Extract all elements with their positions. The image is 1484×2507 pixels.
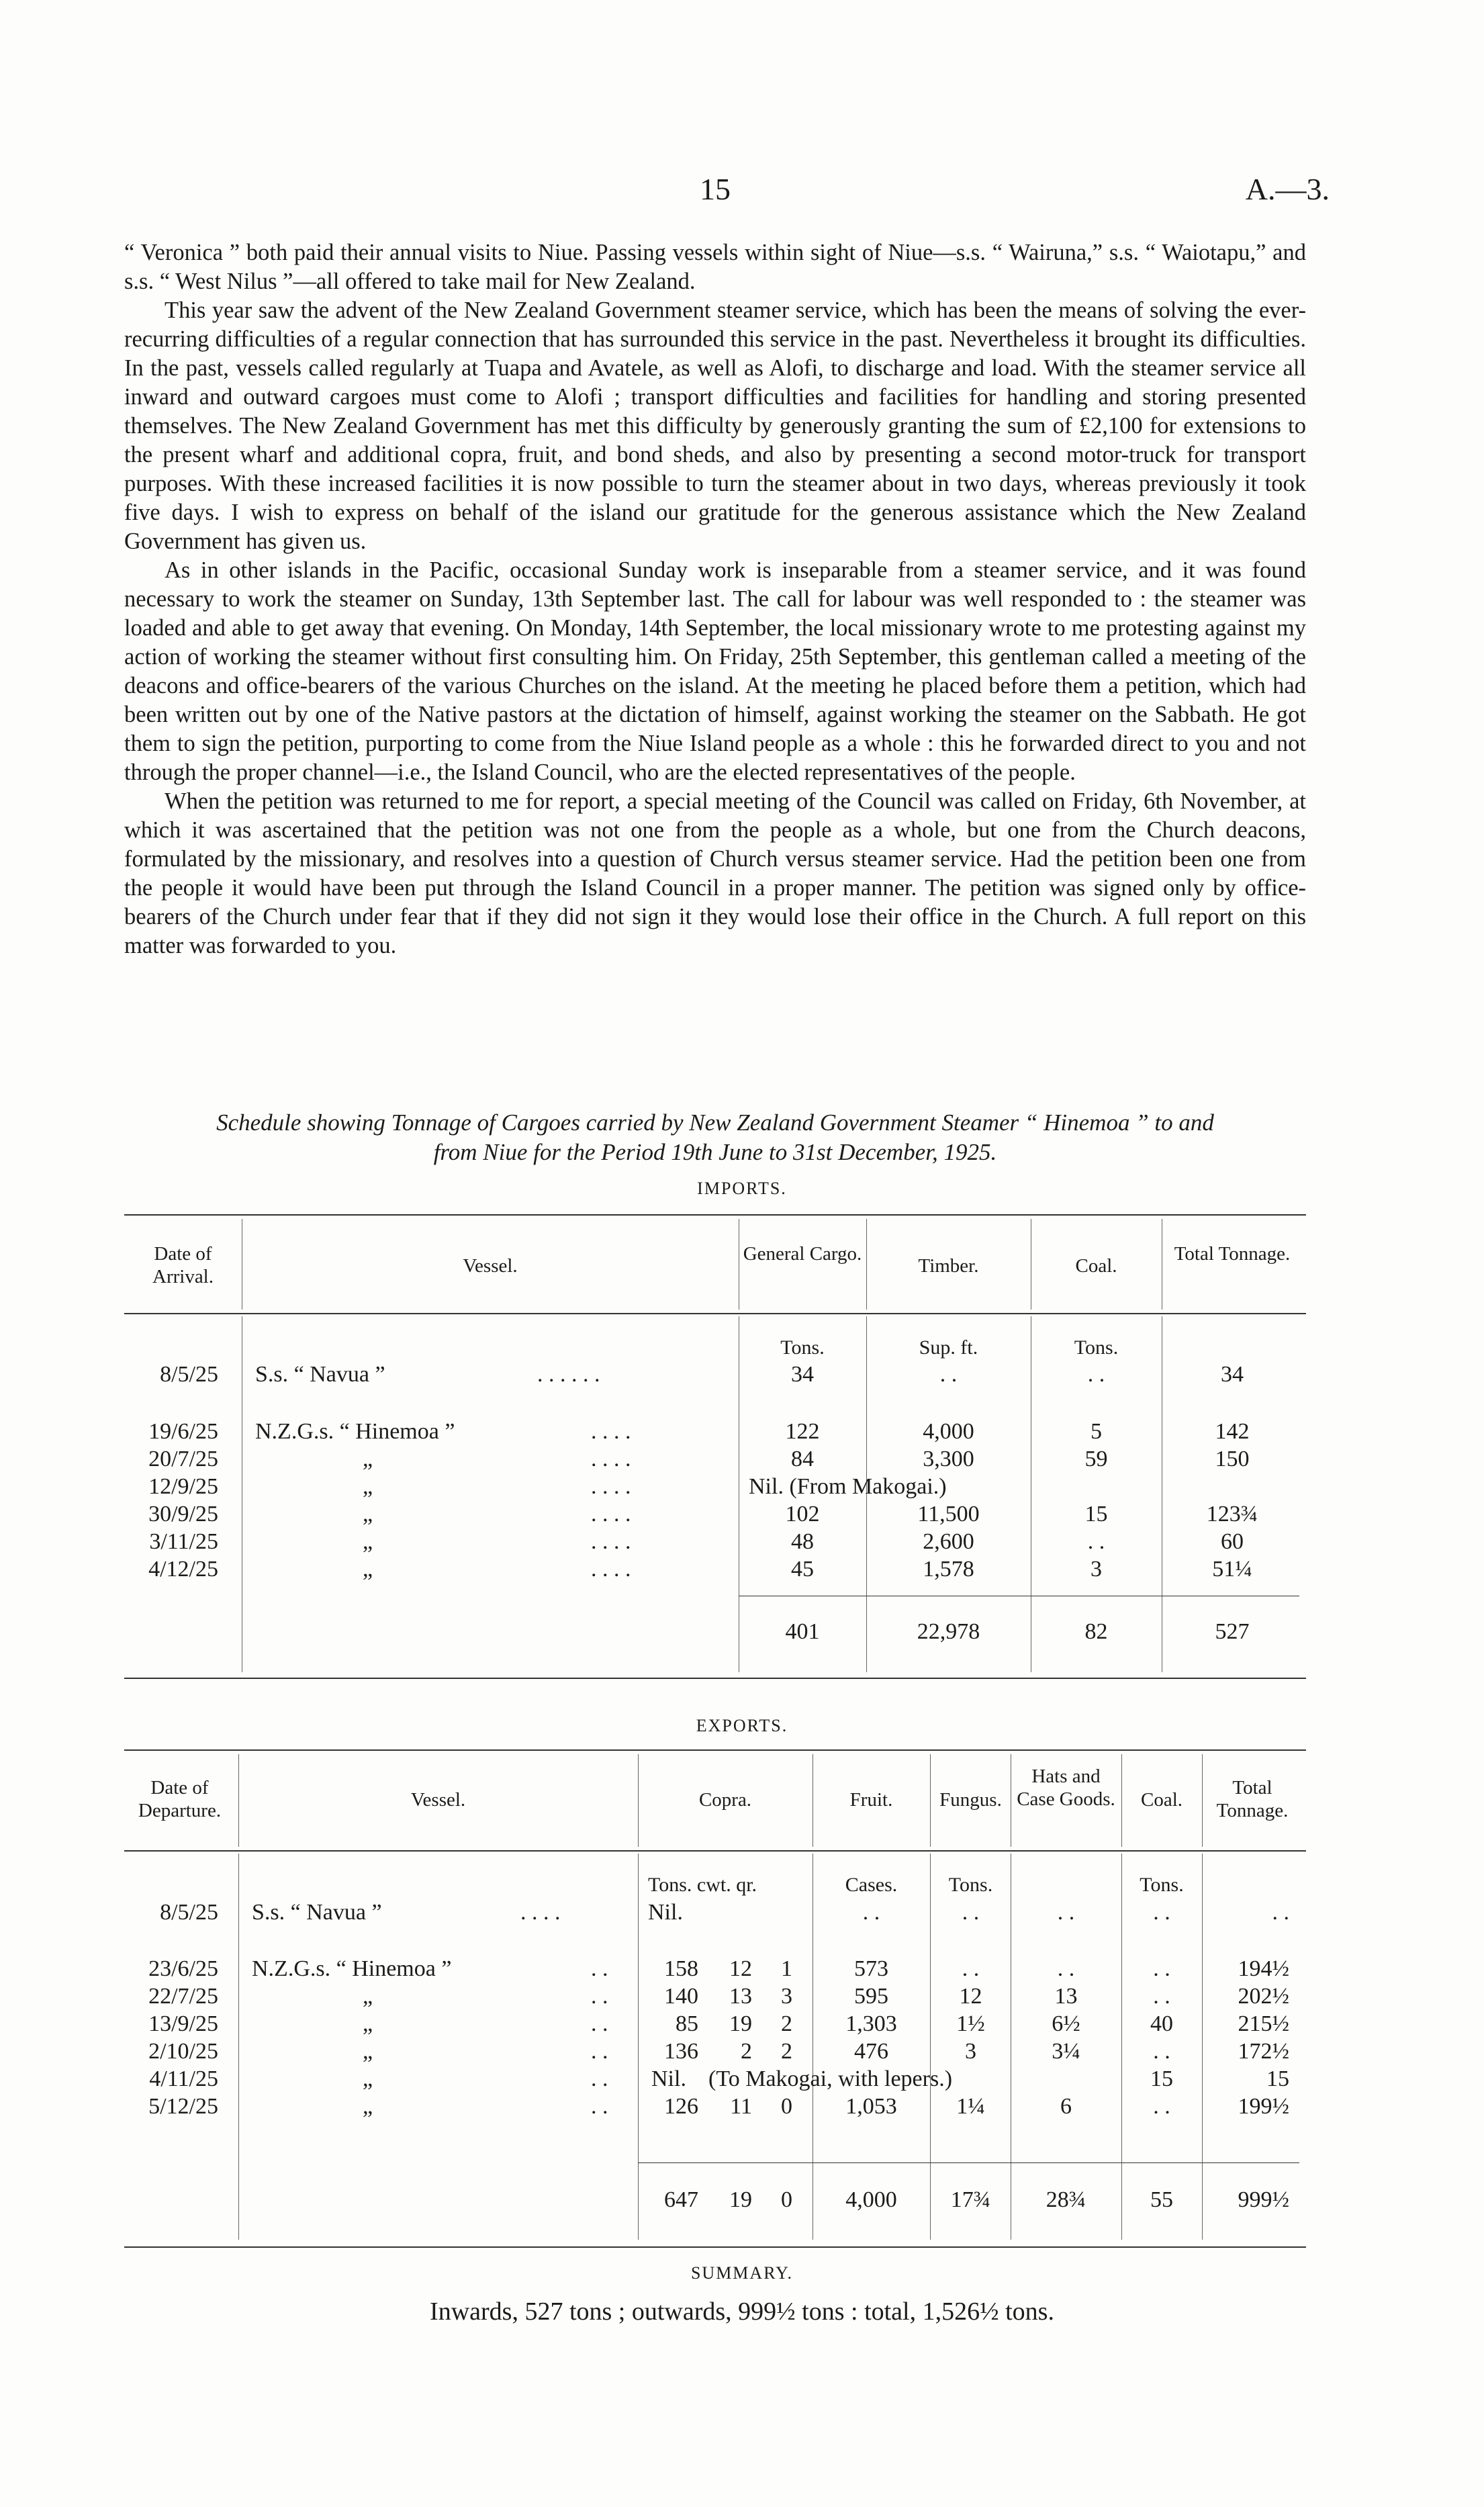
paragraph-1: “ Veronica ” both paid their annual visits to Niue. Passing vessels within sight of Niue—s.s. “ Wairuna,” s.s. “ Waiotapu,” and s.s. “ West Nilus ”—all offered to take mail for New Zealand.: [124, 240, 1306, 294]
schedule-title-line-2: from Niue for the Period 19th June to 31st December, 1925.: [433, 1139, 997, 1165]
document-page: 15 A.—3. “ Veronica ” both paid their annual visits to Niue. Passing vessels within sight of Niue—s.s. “ Wairuna,” s.s. “ Waiotapu,” and s.s. “ West Nilus ”—all offered to take mail for New Zealand. This year saw the advent of the New Zealand Government steamer service, which has been the means of solving the ever-recurring difficulties of a regular connection that has surrounded this service in the past. Nevertheless it brought its difficulties. In the past, vessels called regularly at Tuapa and Avatele, as well as Alofi, to discharge and load. With the steamer service all inward and outward cargoes must come to Alofi ; transport difficulties and facilities for handling and storing presented themselves. The New Zealand Government has met this difficulty by generously granting the sum of £2,100 for extensions to the present wharf and additional copra, fruit, and bond sheds, and also by presenting a second motor-truck for transport purposes. With these increased facilities it is now possible to turn the steamer about in two days, whereas previously it took five days. I wish to express on behalf of the island our gratitude for the generous assistance which the New Zealand Government has given us. As in other islands in the Pacific, occasional Sunday work is inseparable from a steamer service, and it was found necessary to work the steamer on Sunday, 13th September last. The call for labour was well responded to : the steamer was loaded and able to get away that evening. On Monday, 14th September, the local missionary wrote to me protesting against my action of working the steamer without first consulting him. On Friday, 25th September, this gentleman called a meeting of the deacons and office-bearers of the various Churches on the island. At the meeting he placed before them a petition, which had been written out by one of the Native pastors at the dictation of himself, against working the steamer on the Sabbath. He got them to sign the petition, purporting to come from the Niue Island people as a whole : this he forwarded direct to you and not through the proper channel—i.e., the Island Council, who are the elected representatives of the people. When the petition was returned to me for report, a special meeting of the Council was called on Friday, 6th November, at which it was ascertained that the petition was not one from the people as a whole, but one from the Church deacons, formulated by the missionary, and resolves into a question of Church versus steamer service. Had the petition been one from the people it would have been put through the Island Council in a proper manner. The petition was signed only by office-bearers of the Church under fear that if they did not sign it they would lose their office in the Church. A full report on this matter was forwarded to you. Schedule showing Tonnage of Cargoes carried by New Zealand Government Steamer “ Hinemoa ” to and from Niue for the Period 19th June to 31st December, 1925. IMPORTS. Date of Arrival. Vessel. General Cargo. Timber. Coal. Total Tonnage. Tons. Sup. ft. Tons. 8/5/25 S.s. “ Navua ” . . . . . . 34 . . . . 34 19/6/25 N.Z.G.s. “ Hinemoa ” . . . . 122 4,000 5 142 20/7/25 „ . . . . 84 3,300 59 150 12/9/25 „ . . . . Nil. (From Makogai.) 30/9/25 „ . . . . 102 11,500 15 123¾ 3/11/25 „ . . . . 48 2,600 . . 60 4/12/25 „ . . . . 45 1,578 3 51¼ 401 22,978 82 527 EXPORTS. Date of Departure. Vessel. Copra. Fruit. Fungus. Hats and Case Goods. Coal. Total Tonnage. Tons. cwt. qr. Cases. Tons. Tons. 8/5/25 S.s. “ Navua ” . . . . Nil. . . . . . . . . . . 23/6/25 N.Z.G.s. “ Hinemoa ” . . 158 12 1 573 . . . . . . 194½ 22/7/25 „ . . 140 13 3 595 12 13 . . 202½ 13/9/25 „ . . 85 19 2 1,303 1½ 6½ 40 215½ 2/10/25 „ . . 136 2 2 476 3 3¼ . . 172½ 4/11/25 „ . . Nil. (To Makogai, with lepers.) 15 15 5/12/25 „ . . 126 11 0 1,053 1¼ 6 . . 199½ 647 19 0 4,000 17¾ 28¾ 55 999½ SUMMARY. Inwards, 527 tons ; outwards, 999½ tons : total, 1,526½ tons.: [0, 0, 1484, 2507]
document-reference: A.—3.: [1245, 172, 1330, 206]
exports-unit-fruit: Cases.: [845, 1874, 898, 1896]
exports-header-total: Total Tonnage.: [1216, 1777, 1289, 1821]
imports-header-general: General Cargo.: [743, 1243, 862, 1265]
imports-bottom-rule: [124, 1678, 1306, 1679]
exports-unit-copra: Tons. cwt. qr.: [648, 1874, 757, 1896]
imports-header-total: Total Tonnage.: [1174, 1243, 1291, 1265]
summary-text: Inwards, 527 tons ; outwards, 999½ tons : total, 1,526½ tons.: [430, 2297, 1054, 2326]
imports-header-rule: [124, 1313, 1306, 1314]
exports-bottom-rule: [124, 2246, 1306, 2248]
exports-label: EXPORTS.: [696, 1716, 788, 1735]
exports-header-vessel: Vessel.: [410, 1789, 466, 1811]
exports-unit-fungus: Tons.: [948, 1874, 993, 1896]
paragraph-3: As in other islands in the Pacific, occasional Sunday work is inseparable from a steamer service, and it was found necessary to work the steamer on Sunday, 13th September last. The call for labour was well responded to : the steamer was loaded and able to get away that evening. On Monday, 14th September, the local missionary wrote to me protesting against my action of working the steamer without first consulting him. On Friday, 25th September, this gentleman called a meeting of the deacons and office-bearers of the various Churches on the island. At the meeting he placed before them a petition, which had been written out by one of the Native pastors at the dictation of himself, against working the steamer on the Sabbath. He got them to sign the petition, purporting to come from the Niue Island people as a whole : this he forwarded direct to you and not through the proper channel—i.e., the Island Council, who are the elected representatives of the people.: [124, 557, 1306, 785]
exports-unit-coal: Tons.: [1140, 1874, 1184, 1896]
schedule-title-line-1: Schedule showing Tonnage of Cargoes carried by New Zealand Government Steamer “ Hinemoa ” to and: [216, 1109, 1214, 1136]
imports-header-timber: Timber.: [918, 1255, 979, 1277]
page-number: 15: [700, 172, 731, 206]
imports-top-rule: [124, 1214, 1306, 1216]
imports-header-date: Date of Arrival.: [152, 1243, 214, 1287]
exports-header-fungus: Fungus.: [939, 1789, 1002, 1811]
imports-unit-coal: Tons.: [1074, 1336, 1119, 1359]
exports-top-rule: [124, 1749, 1306, 1751]
exports-header-hats: Hats and Case Goods.: [1017, 1766, 1115, 1810]
exports-header-date: Date of Departure.: [138, 1777, 222, 1821]
page-header: [0, 171, 1484, 212]
imports-label: IMPORTS.: [697, 1179, 787, 1198]
body-text: [124, 238, 1306, 960]
summary-label: SUMMARY.: [690, 2263, 794, 2283]
schedule-title: [124, 1108, 1306, 1167]
exports-header-rule: [124, 1850, 1306, 1852]
exports-header-coal: Coal.: [1140, 1789, 1183, 1811]
paragraph-4: When the petition was returned to me for report, a special meeting of the Council was called on Friday, 6th November, at which it was ascertained that the petition was not one from the people as a whole, but one from the Church deacons, formulated by the missionary, and resolves into a question of Church versus steamer service. Had the petition been one from the people it would have been put through the Island Council in a proper manner. The petition was signed only by office-bearers of the Church under fear that if they did not sign it they would lose their office in the Church. A full report on this matter was forwarded to you.: [124, 788, 1306, 958]
imports-unit-general: Tons.: [780, 1336, 825, 1359]
imports-header-coal: Coal.: [1075, 1255, 1117, 1277]
exports-header-fruit: Fruit.: [849, 1789, 893, 1811]
imports-header-vessel: Vessel.: [463, 1255, 518, 1277]
imports-unit-timber: Sup. ft.: [919, 1336, 978, 1359]
paragraph-2: This year saw the advent of the New Zealand Government steamer service, which has been the means of solving the ever-recurring difficulties of a regular connection that has surrounded this service in the past. Nevertheless it brought its difficulties. In the past, vessels called regularly at Tuapa and Avatele, as well as Alofi, to discharge and load. With the steamer service all inward and outward cargoes must come to Alofi ; transport difficulties and facilities for handling and storing presented themselves. The New Zealand Government has met this difficulty by generously granting the sum of £2,100 for extensions to the present wharf and additional copra, fruit, and bond sheds, and also by presenting a second motor-truck for transport purposes. With these increased facilities it is now possible to turn the steamer about in two days, whereas previously it took five days. I wish to express on behalf of the island our gratitude for the generous assistance which the New Zealand Government has given us.: [124, 298, 1306, 554]
exports-header-copra: Copra.: [698, 1789, 752, 1811]
